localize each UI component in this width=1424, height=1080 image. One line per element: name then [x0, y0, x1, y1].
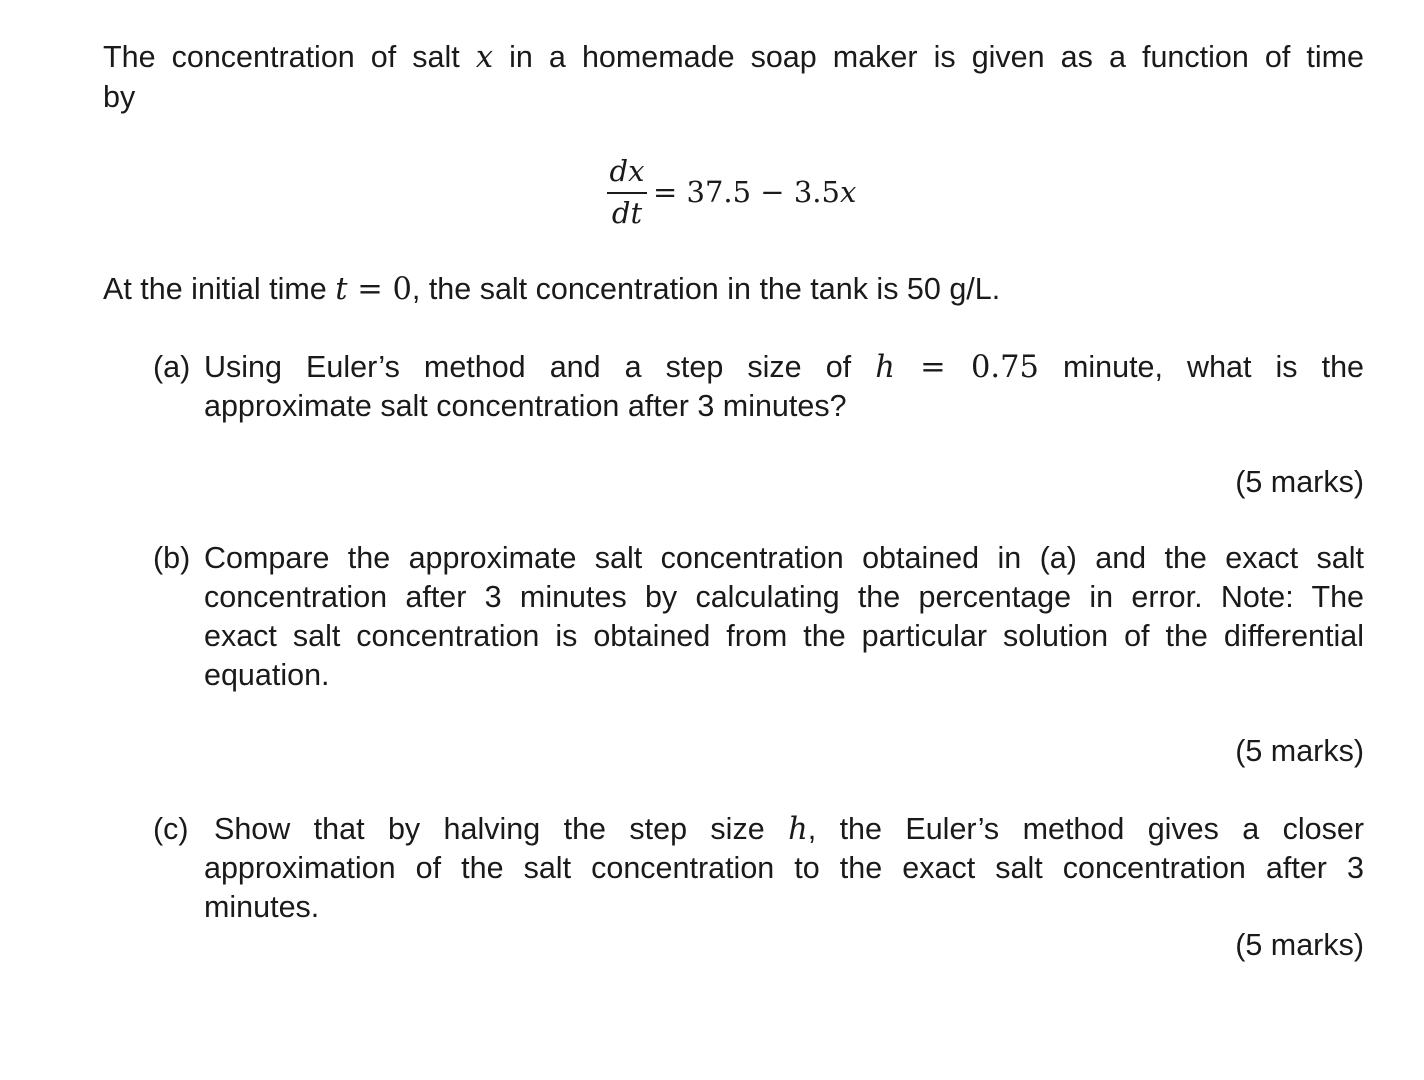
question-c-text-a: Show that by halving the step size [214, 812, 789, 846]
initial-text-a: At the initial time [103, 272, 336, 306]
intro-text-b: in a homemade soap maker is given as a function of time [493, 40, 1364, 74]
intro-line-2: by [103, 80, 136, 114]
equation-rhs-variable: x [839, 175, 857, 209]
intro-text-a: The concentration of salt [103, 40, 476, 74]
intro-line-1 [103, 40, 1364, 75]
fraction-numerator: dx [609, 154, 645, 189]
initial-text-b: , the salt concentration in the tank is 50 g/L. [411, 272, 1001, 306]
question-b-line-2: concentration after 3 minutes by calculating the percentage in error. Note: The [204, 580, 1364, 614]
initial-condition [103, 272, 1000, 307]
question-c-line-1 [214, 812, 1364, 847]
question-c-label: (c) [153, 812, 189, 846]
derivative-fraction [607, 154, 647, 230]
question-a-text-a: Using Euler’s method and a step size of [204, 350, 876, 384]
question-b-line-4: equation. [204, 658, 330, 692]
fraction-denominator: dt [611, 195, 643, 230]
question-c-text-b: , the Euler’s method gives a closer [807, 812, 1364, 846]
question-c-line-3: minutes. [204, 890, 320, 924]
question-a-marks: (5 marks) [1235, 465, 1364, 499]
question-b-line-1: Compare the approximate salt concentration obtained in (a) and the exact salt [204, 541, 1364, 575]
question-b-line-3: exact salt concentration is obtained from the particular solution of the differential [204, 619, 1364, 653]
question-a-line-1 [204, 350, 1364, 385]
question-a-text-b: minute, what is the [1038, 350, 1365, 384]
question-c-line-2: approximation of the salt concentration to the exact salt concentration after 3 [204, 851, 1364, 885]
question-b-label: (b) [153, 541, 191, 575]
equation-rhs-constant: = 37.5 − 3.5 [653, 175, 840, 209]
equation-rhs [653, 175, 856, 209]
differential-equation [607, 152, 856, 232]
question-a-line-2: approximate salt concentration after 3 minutes? [204, 389, 847, 423]
question-b-marks: (5 marks) [1235, 734, 1364, 768]
question-a-label: (a) [153, 350, 191, 384]
variable-x: x [475, 40, 494, 75]
variable-h: h [875, 350, 895, 385]
question-c-marks: (5 marks) [1235, 928, 1364, 962]
initial-equals: = 0 [347, 272, 412, 307]
step-size-value: = 0.75 [894, 350, 1039, 385]
variable-h-c: h [788, 812, 808, 847]
variable-t: t [335, 272, 348, 307]
